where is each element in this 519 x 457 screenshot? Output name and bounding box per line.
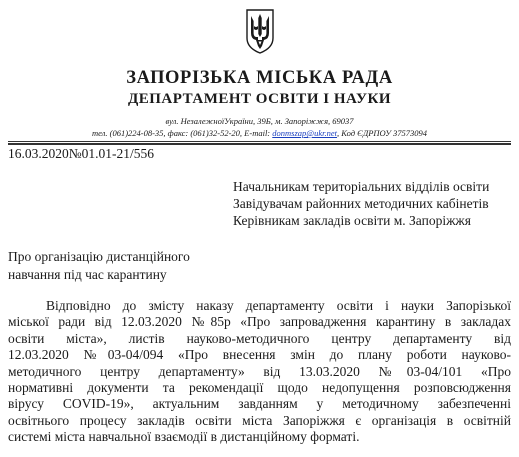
addressee-line: Керівникам закладів освіти м. Запоріжжя <box>233 213 471 228</box>
addressee-line: Завідувачам районних методичних кабінетів <box>233 196 489 211</box>
council-title: ЗАПОРІЗЬКА МІСЬКА РАДА <box>126 68 393 88</box>
email-link[interactable]: donmszap@ukr.net <box>272 128 337 138</box>
registration-number: 16.03.2020№01.01-21/556 <box>8 146 155 161</box>
trident-coat-of-arms-icon <box>245 8 275 54</box>
addressee-line: Начальникам територіальних відділів освіти <box>233 179 490 194</box>
body-paragraph <box>8 298 511 446</box>
body-line: методичного центру департаменту» від 13.03.2020 №03-04/101 «Про <box>8 363 511 379</box>
subject-block <box>8 248 190 284</box>
header-divider-thick <box>8 143 511 145</box>
body-line: Відповідно до змісту наказу департаменту освіти і науки Запорізької <box>46 298 511 313</box>
subject-line: навчання під час карантину <box>8 267 167 282</box>
body-line: вірусу COVID-19», актуальним завданням у методичному забезпеченні <box>8 396 511 412</box>
body-line: освітнього процесу закладів освіти міста Запоріжжя є організація в освітній <box>8 412 511 428</box>
subject-line: Про організацію дистанційного <box>8 249 190 264</box>
body-line: міської ради від 12.03.2020 №85р «Про запровадження карантину в закладах <box>8 314 511 330</box>
body-line: нормативні документи та рекомендації щодо недопущення розповсюдження <box>8 379 511 395</box>
contacts-prefix: тел. (061)224-08-35, факс: (061)32-52-20, E-mail: <box>91 128 273 138</box>
address-line: вул. НезалежноїУкраїни, 39Б, м. Запоріжжя, 69037 <box>165 116 354 126</box>
department-title: ДЕПАРТАМЕНТ ОСВІТИ І НАУКИ <box>127 91 392 107</box>
body-line: системі міста навчальної взаємодії в дистанційному форматі. <box>8 429 360 445</box>
body-line: 12.03.2020 №03-04/094 «Про внесення змін до плану роботи науково- <box>8 347 511 363</box>
addressees-block <box>233 178 489 229</box>
contacts-suffix: , Код ЄДРПОУ 37573094 <box>337 128 428 138</box>
body-line: освіти міста», листів науково-методичного центру департаменту від <box>8 330 511 346</box>
contacts-line <box>0 128 519 138</box>
header-divider-thin <box>8 141 511 142</box>
